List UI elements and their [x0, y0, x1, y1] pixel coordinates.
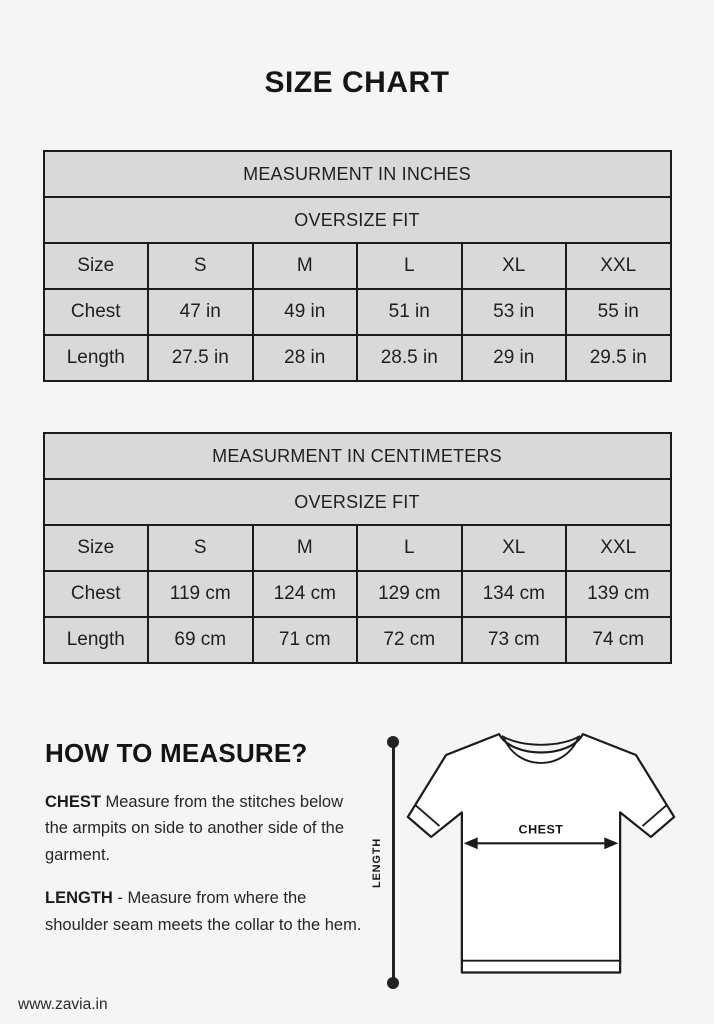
table-row — [44, 289, 671, 335]
length-cell: 71 cm — [253, 617, 358, 663]
chest-instruction — [45, 789, 369, 868]
chest-cell: 129 cm — [357, 571, 462, 617]
size-cell: XL — [462, 243, 567, 289]
page-title: SIZE CHART — [264, 66, 450, 99]
table-header-inches: MEASURMENT IN INCHES — [44, 151, 671, 197]
size-table-centimeters — [43, 432, 672, 664]
chest-instruction-text: Measure from the stitches below the armpits on side to another side of the garment. — [45, 793, 345, 864]
length-ruler — [371, 736, 401, 989]
length-cell: 28.5 in — [357, 335, 462, 381]
ruler-dot-bottom — [387, 977, 399, 989]
length-cell: 74 cm — [566, 617, 671, 663]
size-cell: XXL — [566, 525, 671, 571]
size-cell: L — [357, 243, 462, 289]
table-subheader-fit: OVERSIZE FIT — [44, 479, 671, 525]
table-row — [44, 571, 671, 617]
table-row — [44, 525, 671, 571]
tshirt-diagram — [406, 725, 676, 998]
chest-cell: 119 cm — [148, 571, 253, 617]
length-cell: 29.5 in — [566, 335, 671, 381]
length-instruction-term: LENGTH — [45, 889, 113, 908]
chest-cell: 139 cm — [566, 571, 671, 617]
length-cell: 72 cm — [357, 617, 462, 663]
tshirt-outline — [408, 734, 674, 972]
row-label-length: Length — [44, 335, 149, 381]
size-cell: L — [357, 525, 462, 571]
length-cell: 69 cm — [148, 617, 253, 663]
chest-arrow-label: CHEST — [518, 822, 564, 837]
how-to-measure-section — [45, 738, 369, 955]
table-header-centimeters: MEASURMENT IN CENTIMETERS — [44, 433, 671, 479]
website-url: www.zavia.in — [18, 996, 108, 1013]
length-cell: 73 cm — [462, 617, 567, 663]
length-instruction-text: - Measure from where the shoulder seam meets the collar to the hem. — [45, 889, 362, 934]
length-cell: 28 in — [253, 335, 358, 381]
ruler-line — [392, 741, 395, 984]
chest-cell: 47 in — [148, 289, 253, 335]
row-label-length: Length — [44, 617, 149, 663]
chest-instruction-term: CHEST — [45, 793, 101, 811]
chest-cell: 124 cm — [253, 571, 358, 617]
length-ruler-label: LENGTH — [371, 837, 383, 888]
size-cell: XL — [462, 525, 567, 571]
size-cell: S — [148, 525, 253, 571]
row-label-size: Size — [44, 243, 149, 289]
row-label-size: Size — [44, 525, 149, 571]
table-row — [44, 617, 671, 663]
table-row — [44, 335, 671, 381]
size-cell: XXL — [566, 243, 671, 289]
size-cell: S — [148, 243, 253, 289]
chest-cell: 49 in — [253, 289, 358, 335]
chest-cell: 55 in — [566, 289, 671, 335]
length-cell: 29 in — [462, 335, 567, 381]
size-cell: M — [253, 525, 358, 571]
tshirt-icon — [406, 725, 676, 998]
length-instruction — [45, 885, 369, 938]
chest-cell: 51 in — [357, 289, 462, 335]
collar-back-seam — [502, 736, 580, 745]
row-label-chest: Chest — [44, 289, 149, 335]
size-table-inches — [43, 150, 672, 382]
chest-cell: 134 cm — [462, 571, 567, 617]
row-label-chest: Chest — [44, 571, 149, 617]
how-to-measure-heading: HOW TO MEASURE? — [45, 738, 308, 768]
chest-cell: 53 in — [462, 289, 567, 335]
length-cell: 27.5 in — [148, 335, 253, 381]
table-row — [44, 243, 671, 289]
table-subheader-fit: OVERSIZE FIT — [44, 197, 671, 243]
size-cell: M — [253, 243, 358, 289]
